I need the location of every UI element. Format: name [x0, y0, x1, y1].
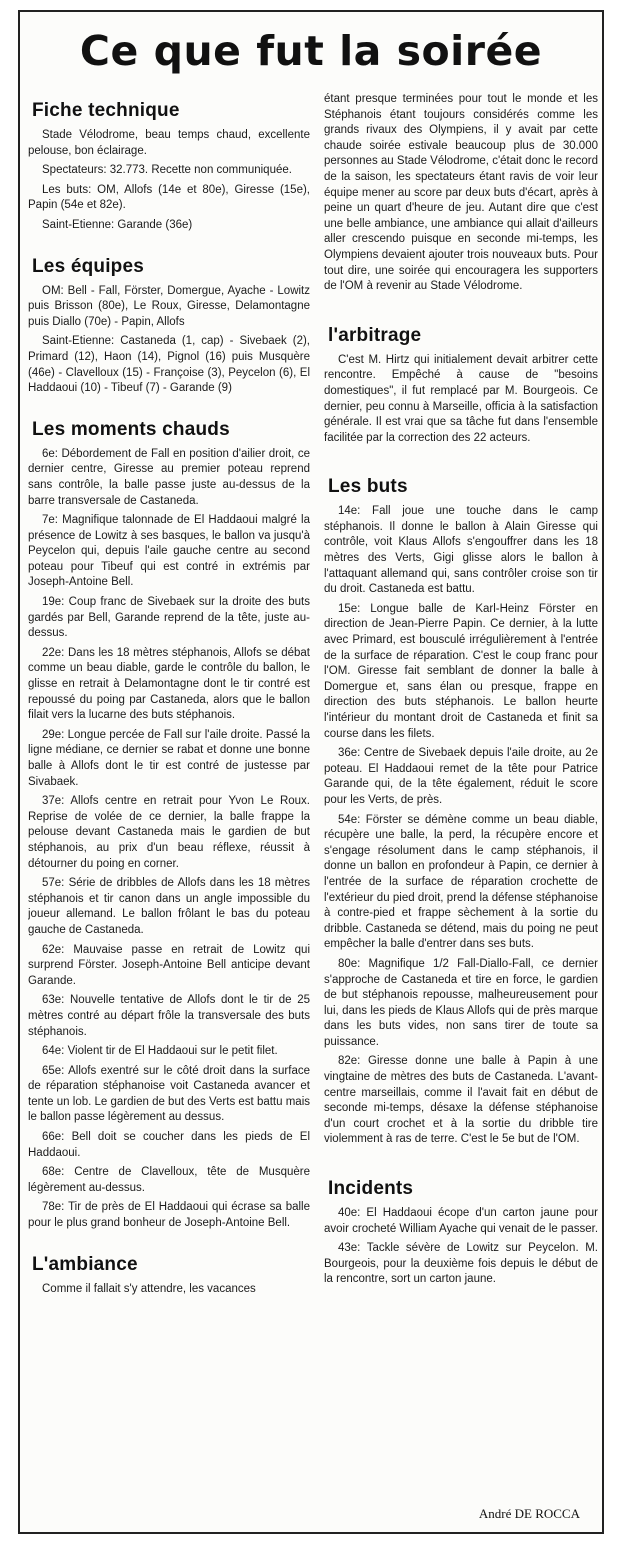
article-frame	[18, 10, 604, 1534]
ambiance-text-continued: étant presque terminées pour tout le monde et les Stéphanois étant toujours considérés comme les grands rivaux des Olympiens, il y avait par cette chaude soirée estivale beaucoup plus de 30.000 personnes au Stade Vélodrome, c'était donc le record de la saison, les spectateurs étant ravis de voir leur équipe mener au score par deux buts d'écart, après à peine un quart d'heure de jeu. Autant dire que c'est une belle ambiance, une ambiance qui allait d'ailleurs aller crescendo puisque en seconde mi-temps, les Olympiens devaient ajouter trois nouveaux buts. Pour tout dire, une soirée qui encouragera les supporters de l'OM à revenir au Stade Vélodrome.	[324, 93, 598, 293]
moment-item: 66e: Bell doit se coucher dans les pieds de El Haddaoui.	[28, 1131, 310, 1159]
moment-item: 64e: Violent tir de El Haddaoui sur le petit filet.	[42, 1045, 278, 1058]
but-item: 54e: Förster se démène comme un beau diable, récupère une balle, la perd, la récupère encore et s'engage résolument dans le camp stéphanois, il donne un ballon en profondeur à Papin, ce dernier à l'entrée de la surface de réparation crochette de l'extérieur du pied droit, prend la défense stéphanoise à contre-pied et frappe sèchement à la sortie du dribble. Castaneda se détend, mais du poing ne peut empêcher la balle d'entrer dans ses buts.	[324, 813, 598, 951]
equipe-saint-etienne: Saint-Etienne: Castaneda (1, cap) - Sivebaek (2), Primard (12), Haon (14), Pignol (16) puis Musquère (46e) - Clavelloux (15) - Françoise (3), Peycelon (6), El Haddaoui (10) - Tibeuf (7) - Garande (9)	[28, 335, 310, 395]
but-item: 80e: Magnifique 1/2 Fall-Diallo-Fall, ce dernier s'approche de Castaneda et tire en force, le gardien de but stéphanois repousse, malheureusement pour lui, dans les pieds de Klaus Allofs qui de près marque dans les buts vides, non sans tirer de toute sa puissance.	[324, 957, 598, 1048]
heading-fiche-technique: Fiche technique	[32, 100, 180, 121]
moment-item: 78e: Tir de près de El Haddaoui qui écrase sa balle pour le plus grand bonheur de Joseph-Antoine Bell.	[28, 1201, 310, 1230]
fiche-buts-saint-etienne: Saint-Etienne: Garande (36e)	[42, 218, 193, 231]
incident-item: 43e: Tackle sévère de Lowitz sur Peycelon. M. Bourgeois, pour la deuxième fois depuis le début de la rencontre, sort un carton jaune.	[324, 1242, 598, 1286]
but-item: 82e: Giresse donne une balle à Papin à une vingtaine de mètres des buts de Castaneda. L'avant-centre marseillais, comme il l'avait fait en début de seconde mi-temps, désaxe la défense stéphanoise d'un court crochet et à la sortie du dribble tire violemment à ras de terre. C'est le 5e but de l'OM.	[324, 1055, 598, 1146]
moment-item: 57e: Série de dribbles de Allofs dans les 18 mètres stéphanois et tir canon dans un angle impossible du joueur allemand. Le ballon frôlant le bas du poteau gauche de Castaneda.	[28, 877, 310, 936]
arbitrage-text: C'est M. Hirtz qui initialement devait arbitrer cette rencontre. Empêché à cause de "besoins domestiques", il fut remplacé par M. Bourgeois. Ce dernier, peu connu à Marseille, officia à la satisfaction générale. Il est vrai que sa tâche fut dans l'ensemble facilitée par la correction des 22 acteurs.	[324, 353, 598, 444]
moment-item: 37e: Allofs centre en retrait pour Yvon Le Roux. Reprise de volée de ce dernier, la balle frappe la pelouse devant Castaneda mais le gardien de but stéphanois, au prix d'un beau réflexe, réussit à détourner du poing en corner.	[28, 795, 310, 870]
but-item: 14e: Fall joue une touche dans le camp stéphanois. Il donne le ballon à Alain Giresse qui contrôle, voit Klaus Allofs s'engouffrer dans les 18 mètres des Verts, Gigi glisse alors le ballon à l'attaquant allemand qui, sans contrôler croise son tir du droit. Castaneda est battu.	[324, 505, 598, 596]
heading-moments-chauds: Les moments chauds	[32, 418, 230, 440]
moment-item: 63e: Nouvelle tentative de Allofs dont le tir de 25 mètres contré au départ frôle la transversale des buts stéphanois.	[28, 994, 310, 1038]
equipe-om: OM: Bell - Fall, Förster, Domergue, Ayache - Lowitz puis Brisson (80e), Le Roux, Giresse, Delamontagne puis Diallo (70e) - Papin, Allofs	[28, 284, 310, 328]
heading-incidents: Incidents	[328, 1178, 414, 1200]
moment-item: 68e: Centre de Clavelloux, tête de Musquère légèrement au-dessus.	[28, 1166, 310, 1194]
heading-les-equipes: Les équipes	[32, 255, 145, 277]
but-item: 36e: Centre de Sivebaek depuis l'aile droite, au 2e poteau. El Haddaoui remet de la tête pour Patrice Garande qui, de la tête également, réduit le score pour les Verts, de près.	[324, 747, 598, 806]
article-title: Ce que fut la soirée	[79, 27, 543, 75]
moment-item: 29e: Longue percée de Fall sur l'aile droite. Passé la ligne médiane, ce dernier se rabat et donne une bonne balle à Allofs dont le tir est contré de justesse par Sivabaek.	[28, 728, 310, 788]
left-column	[28, 92, 310, 1502]
but-item: 15e: Longue balle de Karl-Heinz Förster en direction de Jean-Pierre Papin. Ce dernier, à la lutte avec Primard, est bousculé irrégulièrement à l'entrée de la surface de réparation. C'est le coup franc pour l'OM. Giresse fait semblant de donner la balle à Domergue et, sans élan ou presque, frappe en direction des buts stéphanois. Le ballon heurte l'intérieur du montant droit de Castaneda et finit sa course dans les filets.	[324, 602, 598, 740]
heading-arbitrage: l'arbitrage	[328, 324, 422, 346]
right-column	[324, 92, 598, 1502]
moment-item: 19e: Coup franc de Sivebaek sur la droite des buts gardés par Bell, Garande reprend de la tête, juste au-dessus.	[28, 596, 310, 640]
heading-les-buts: Les buts	[328, 476, 408, 498]
moment-item: 65e: Allofs exentré sur le côté droit dans la surface de réparation stéphanoise voit Castaneda avancer et tente un lob. Le gardien de but des Verts est battu mais le ballon passe légèrement au dessus.	[28, 1064, 310, 1124]
fiche-buts-om: Les buts: OM, Allofs (14e et 80e), Giresse (15e), Papin (54e et 82e).	[28, 183, 310, 212]
moment-item: 62e: Mauvaise passe en retrait de Lowitz qui surprend Förster. Joseph-Antoine Bell anticipe devant Garande.	[28, 943, 310, 987]
author-byline: André DE ROCCA	[478, 1506, 580, 1521]
heading-ambiance: L'ambiance	[32, 1253, 138, 1275]
moment-item: 6e: Débordement de Fall en position d'ailier droit, ce dernier centre, Giresse au premier poteau reprend sans contrôle, la balle passe juste au-dessus de la barre transversale de Castaneda.	[28, 447, 310, 507]
fiche-stade: Stade Vélodrome, beau temps chaud, excellente pelouse, bon éclairage.	[28, 129, 310, 157]
moment-item: 7e: Magnifique talonnade de El Haddaoui malgré la présence de Lowitz à ses basques, le ballon va jusqu'à Peycelon qui, depuis l'aile gauche centre au second poteau pour Tibeuf qui est contré in extrémis par Joseph-Antoine Bell.	[28, 514, 310, 589]
moment-item: 22e: Dans les 18 mètres stéphanois, Allofs se débat comme un beau diable, garde le contrôle du ballon, le glisse en retrait à Delamontagne dont le tir contré est repoussé du poing par Castaneda, alors que le ballon filait vers la lucarne des buts stéphanois.	[28, 646, 310, 722]
fiche-spectateurs: Spectateurs: 32.773. Recette non communiquée.	[42, 164, 292, 177]
ambiance-text-start: Comme il fallait s'y attendre, les vacances	[42, 1282, 256, 1295]
incident-item: 40e: El Haddaoui écope d'un carton jaune pour avoir crocheté William Ayache qui venait de le passer.	[324, 1207, 598, 1235]
